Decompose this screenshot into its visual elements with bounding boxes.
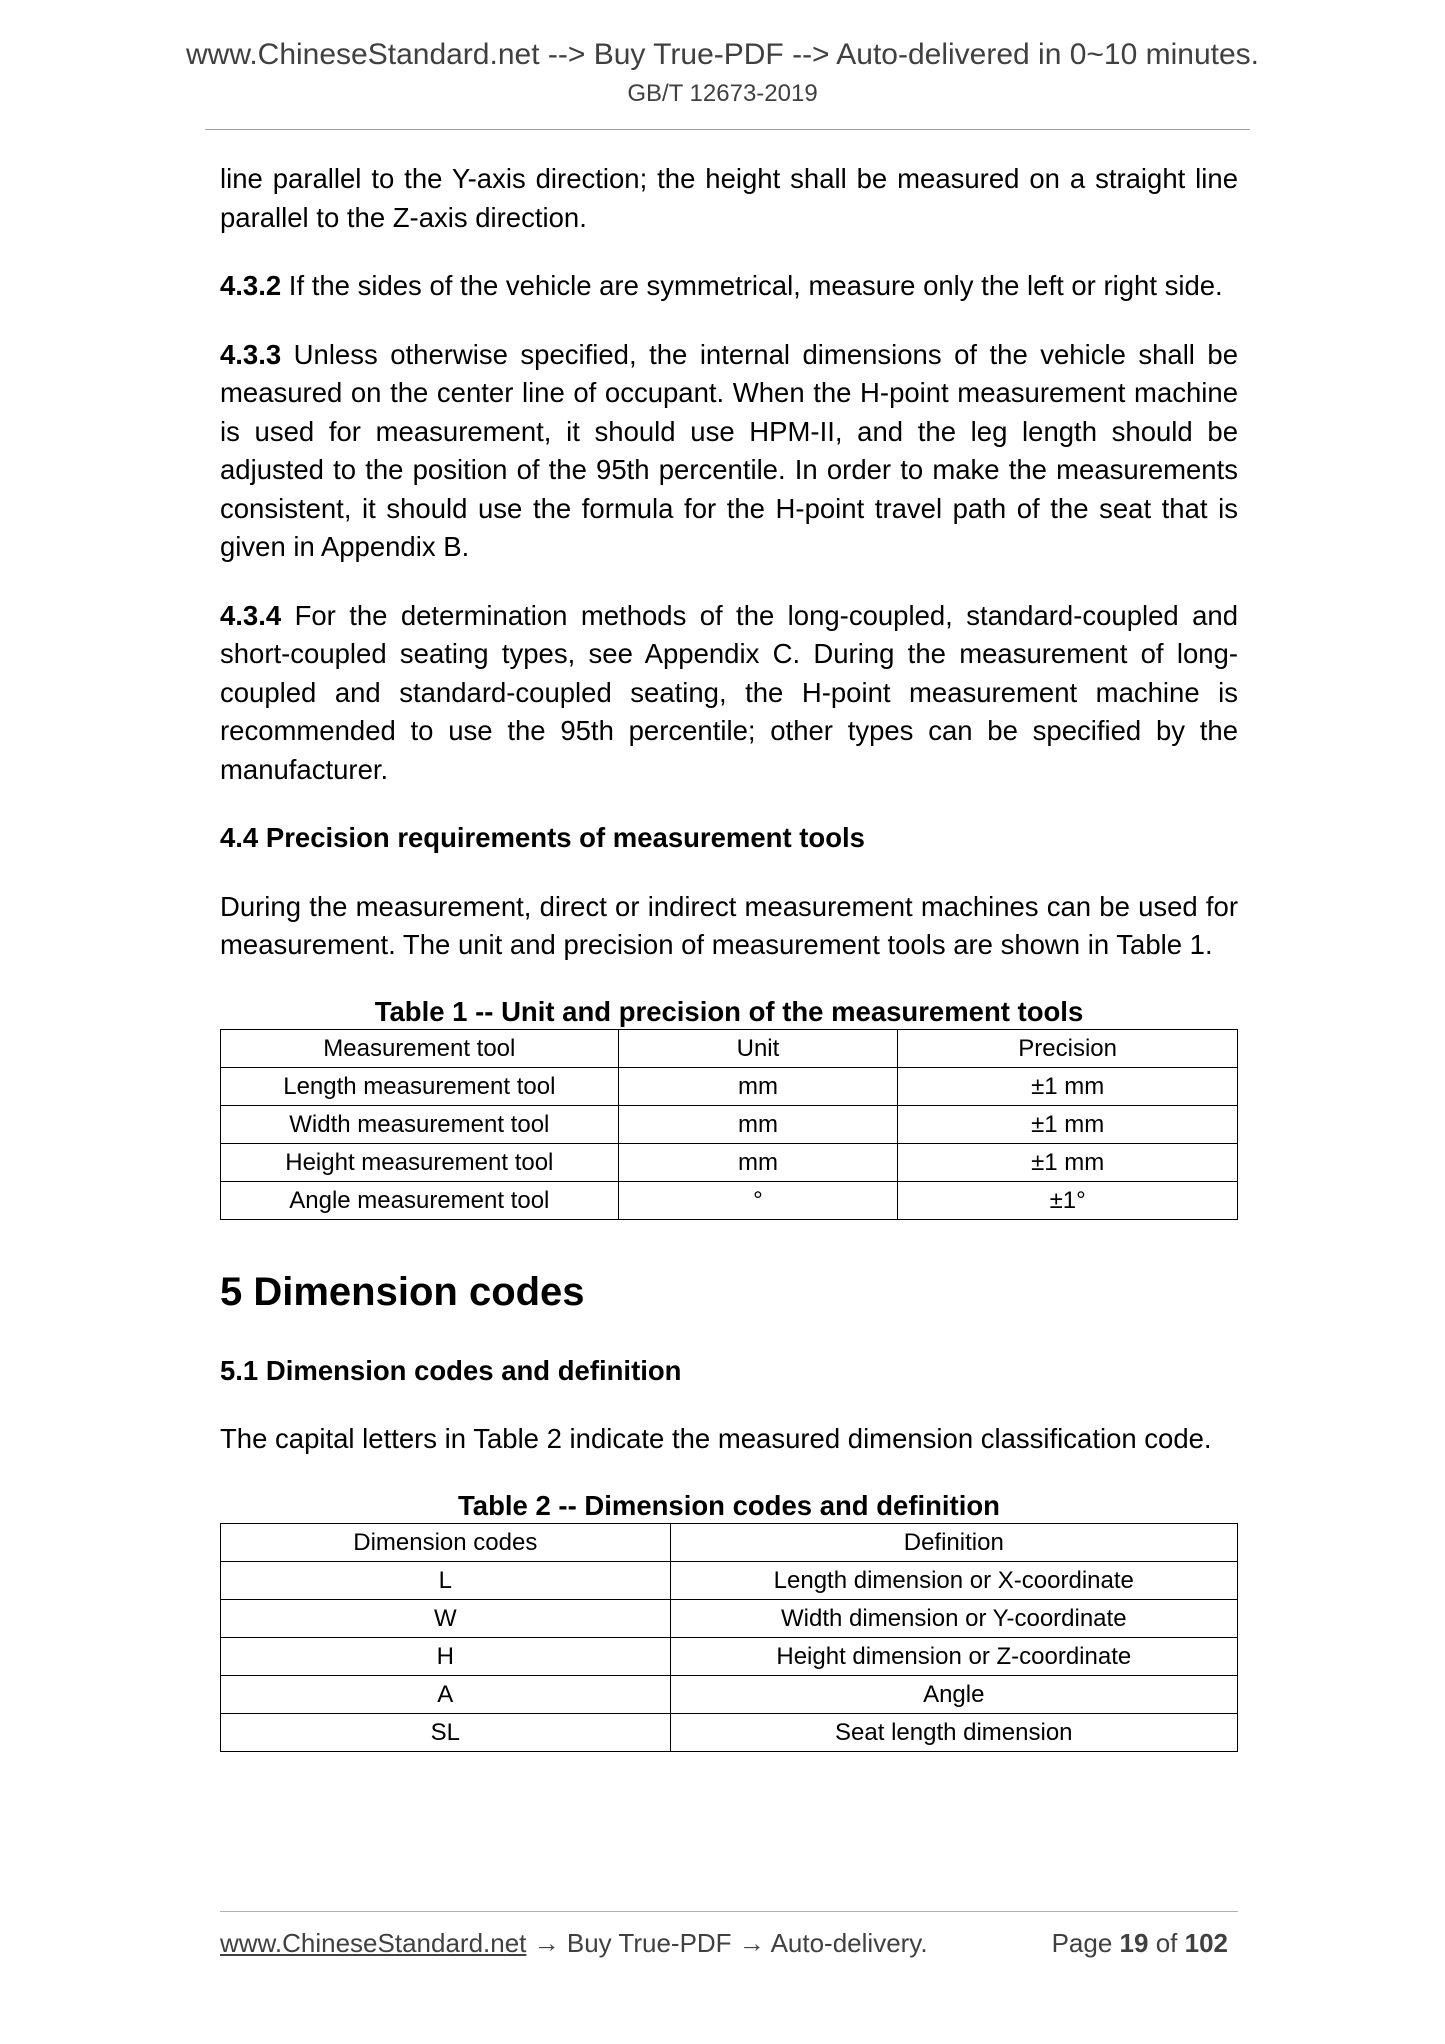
table-cell: ° xyxy=(618,1181,898,1219)
paragraph-4-4: During the measurement, direct or indirect measurement machines can be used for measurement. The unit and precision of measurement tools are shown in Table 1. xyxy=(220,890,1238,960)
table-row xyxy=(221,1561,1238,1599)
of-label: of xyxy=(1155,1928,1178,1958)
table-cell: L xyxy=(221,1561,671,1599)
header-banner: www.ChineseStandard.net --> Buy True-PDF --> Auto-delivered in 0~10 minutes. xyxy=(185,38,1260,71)
page-indicator xyxy=(1052,1926,1228,1960)
page-total: 102 xyxy=(1184,1928,1228,1958)
table-cell: ±1 mm xyxy=(898,1143,1238,1181)
clause-4-3-4 xyxy=(220,597,1238,790)
table1-caption: Table 1 -- Unit and precision of the measurement tools xyxy=(374,995,1084,1027)
table-cell: Height dimension or Z-coordinate xyxy=(670,1637,1237,1675)
clause-text: Unless otherwise specified, the internal dimensions of the vehicle shall be measured on the center line of occupant. When the H-point measurement machine is used for measurement, it should use HPM-II, and the leg length should be adjusted to the position of the 95th percentile. In order to make the measurements consistent, it should use the formula for the H-point travel path of the seat that is given in Appendix B. xyxy=(220,338,1238,562)
table-row xyxy=(221,1599,1238,1637)
clause-4-3-2 xyxy=(220,267,1238,306)
table-header-cell: Unit xyxy=(618,1029,898,1067)
table-cell: Length measurement tool xyxy=(221,1067,619,1105)
table1 xyxy=(220,1029,1238,1220)
table-cell: ±1° xyxy=(898,1181,1238,1219)
footer-text: → Buy True-PDF → Auto-delivery. xyxy=(526,1928,928,1958)
table-row xyxy=(221,1675,1238,1713)
page-content xyxy=(220,160,1238,1752)
table-header-row xyxy=(221,1029,1238,1067)
table-header-cell: Measurement tool xyxy=(221,1029,619,1067)
table2 xyxy=(220,1523,1238,1752)
page-number: 19 xyxy=(1119,1928,1149,1958)
table-cell: Height measurement tool xyxy=(221,1143,619,1181)
table-header-cell: Definition xyxy=(670,1523,1237,1561)
page-footer xyxy=(220,1926,1238,1960)
footer-divider xyxy=(220,1911,1238,1912)
table-row xyxy=(221,1181,1238,1219)
table-cell: mm xyxy=(618,1105,898,1143)
table2-caption: Table 2 -- Dimension codes and definition xyxy=(458,1489,1000,1521)
table-cell: Width measurement tool xyxy=(221,1105,619,1143)
table-row xyxy=(221,1713,1238,1751)
clause-number: 4.3.4 xyxy=(220,599,282,631)
clause-text: If the sides of the vehicle are symmetrical, measure only the left or right side. xyxy=(281,270,1223,301)
table-cell: ±1 mm xyxy=(898,1105,1238,1143)
table-cell: Length dimension or X-coordinate xyxy=(670,1561,1237,1599)
table-row xyxy=(221,1143,1238,1181)
table-cell: H xyxy=(221,1637,671,1675)
page-label: Page xyxy=(1051,1928,1113,1958)
table-cell: mm xyxy=(618,1067,898,1105)
clause-4-3-3 xyxy=(220,336,1238,567)
clause-number: 4.3.3 xyxy=(220,338,282,370)
table-row xyxy=(221,1067,1238,1105)
table-header-cell: Precision xyxy=(898,1029,1238,1067)
header-divider xyxy=(205,129,1250,130)
table-cell: Angle measurement tool xyxy=(221,1181,619,1219)
clause-number: 4.3.2 xyxy=(220,270,282,301)
table-row xyxy=(221,1105,1238,1143)
heading-5: 5 Dimension codes xyxy=(220,1269,585,1314)
table-cell: A xyxy=(221,1675,671,1713)
heading-4-4: 4.4 Precision requirements of measurement tools xyxy=(220,822,865,853)
table-cell: ±1 mm xyxy=(898,1067,1238,1105)
table-header-cell: Dimension codes xyxy=(221,1523,671,1561)
heading-5-1: 5.1 Dimension codes and definition xyxy=(220,1354,682,1386)
table-row xyxy=(221,1637,1238,1675)
table-header-row xyxy=(221,1523,1238,1561)
table-cell: Seat length dimension xyxy=(670,1713,1237,1751)
document-id: GB/T 12673-2019 xyxy=(627,80,818,107)
table-cell: W xyxy=(221,1599,671,1637)
table-cell: mm xyxy=(618,1143,898,1181)
paragraph-intro: line parallel to the Y-axis direction; the height shall be measured on a straight line parallel to the Z-axis direction. xyxy=(220,163,1238,233)
clause-text: For the determination methods of the long-coupled, standard-coupled and short-coupled seating types, see Appendix C. During the measurement of long-coupled and standard-coupled seating, the H-point measurement machine is recommended to use the 95th percentile; other types can be specified by the manufacturer. xyxy=(220,599,1238,785)
table-cell: Angle xyxy=(670,1675,1237,1713)
table-cell: Width dimension or Y-coordinate xyxy=(670,1599,1237,1637)
footer-link[interactable]: www.ChineseStandard.net xyxy=(220,1928,527,1958)
table-cell: SL xyxy=(221,1713,671,1751)
paragraph-5-1: The capital letters in Table 2 indicate the measured dimension classification code. xyxy=(220,1423,1212,1454)
